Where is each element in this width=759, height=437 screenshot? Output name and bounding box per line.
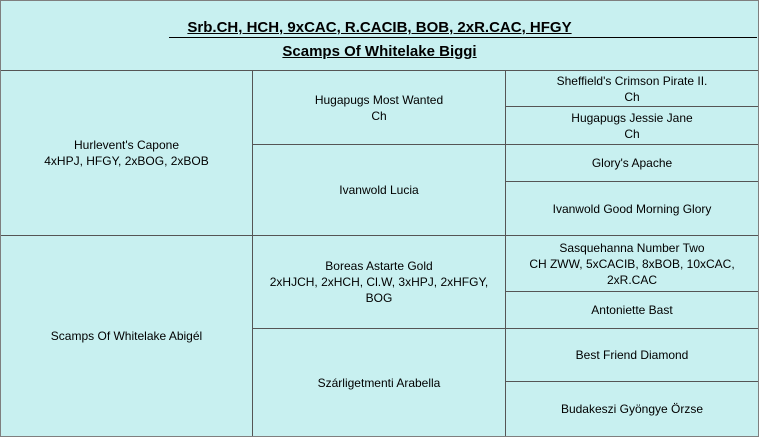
sd-dam-name: Ivanwold Good Morning Glory — [552, 201, 712, 216]
header-divider — [169, 37, 757, 38]
ss-dam-name: Hugapugs Jessie Jane — [571, 110, 693, 125]
ds-sire-titles-2: 2xR.CAC — [606, 272, 657, 287]
dd-dam-cell — [506, 382, 758, 436]
sire-cell — [1, 71, 252, 235]
sire-dam-name: Ivanwold Lucia — [339, 183, 419, 197]
dd-dam-name: Budakeszi Gyöngye Örzse — [560, 402, 704, 416]
dam-dam-cell — [253, 329, 505, 436]
dd-sire-name: Best Friend Diamond — [575, 348, 689, 362]
ss-dam-cell — [506, 107, 758, 144]
ds-dam-cell — [506, 292, 758, 328]
sire-dam-cell — [253, 145, 505, 235]
sire-sire-titles: Ch — [371, 108, 387, 123]
sd-sire-name: Glory's Apache — [591, 156, 673, 170]
dam-dam-name: Szárligetmenti Arabella — [317, 375, 441, 390]
sire-sire-cell — [253, 71, 505, 144]
ds-dam-name: Antoniette Bast — [591, 303, 673, 317]
ds-sire-cell — [506, 236, 758, 291]
dam-cell — [1, 236, 252, 436]
dam-sire-name: Boreas Astarte Gold — [325, 259, 433, 273]
ds-sire-name: Sasquehanna Number Two — [559, 240, 705, 255]
ss-sire-name: Sheffield's Crimson Pirate II. — [556, 73, 708, 88]
sire-titles: 4xHPJ, HFGY, 2xBOG, 2xBOB — [44, 154, 209, 168]
dam-sire-titles: 2xHJCH, 2xHCH, Cl.W, 3xHPJ, 2xHFGY, — [269, 275, 489, 289]
champion-titles: Srb.CH, HCH, 9xCAC, R.CACIB, BOB, 2xR.CAC, HFGY — [187, 19, 572, 36]
sd-sire-cell — [506, 145, 758, 181]
ss-sire-titles: Ch — [624, 89, 640, 104]
pedigree-header — [1, 1, 758, 70]
dd-sire-cell — [506, 329, 758, 381]
dam-sire-titles-2: BOG — [365, 291, 393, 305]
sire-sire-name: Hugapugs Most Wanted — [314, 92, 444, 107]
dam-name: Scamps Of Whitelake Abigél — [50, 329, 203, 343]
sd-dam-cell — [506, 182, 758, 235]
ss-sire-cell — [506, 71, 758, 106]
sire-name: Hurlevent's Capone — [73, 138, 180, 152]
ss-dam-titles: Ch — [624, 126, 640, 141]
ds-sire-titles: CH ZWW, 5xCACIB, 8xBOB, 10xCAC, — [529, 256, 735, 271]
dog-name: Scamps Of Whitelake Biggi — [282, 43, 477, 60]
dam-sire-cell — [253, 236, 505, 328]
